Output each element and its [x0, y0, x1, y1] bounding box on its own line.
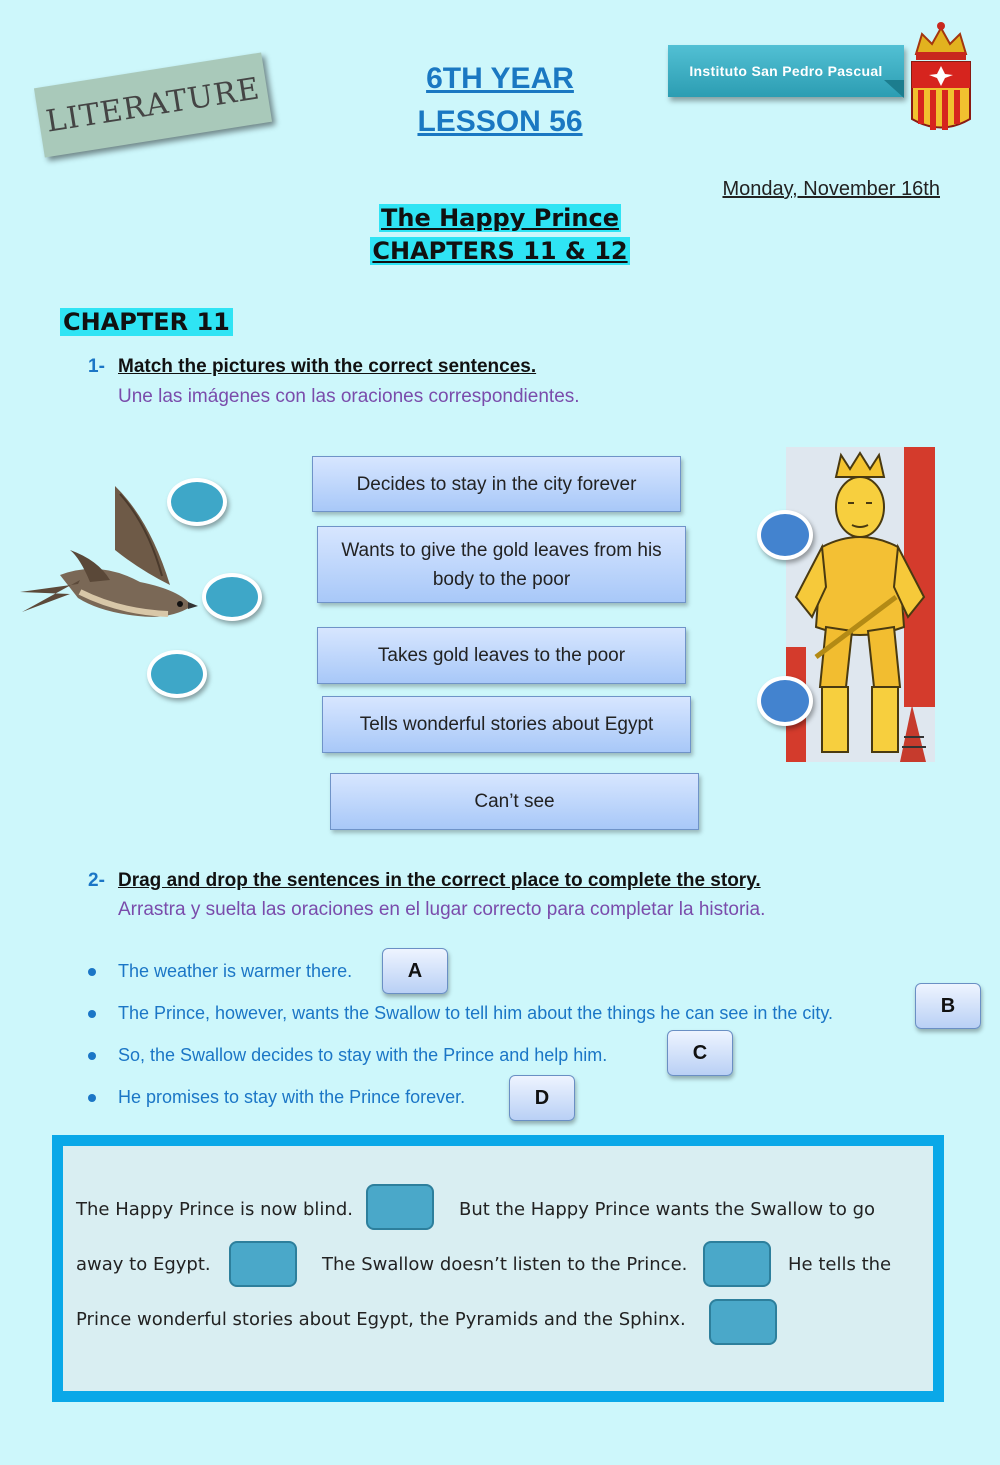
exercise2-number: 2-	[88, 870, 105, 891]
ribbon-fold	[884, 80, 904, 98]
option-d-button[interactable]: D	[509, 1075, 575, 1121]
sentence-box[interactable]: Takes gold leaves to the poor	[317, 627, 686, 684]
swallow-drop-circle-2[interactable]	[202, 573, 262, 621]
story-text: Prince wonderful stories about Egypt, the Pyramids and the Sphinx.	[76, 1309, 686, 1330]
story-text: He tells the	[788, 1254, 892, 1275]
bullet-icon	[88, 1052, 96, 1060]
story-text: The Swallow doesn’t listen to the Prince.	[322, 1254, 688, 1275]
story-text: But the Happy Prince wants the Swallow to go	[459, 1199, 876, 1220]
option-c-button[interactable]: C	[667, 1030, 733, 1076]
option-row	[88, 1087, 465, 1108]
school-crest-logo	[908, 14, 974, 136]
story-drop-slot-4[interactable]	[709, 1299, 777, 1345]
exercise1-instruction-es: Une las imágenes con las oraciones correspondientes.	[118, 386, 580, 407]
year-title: 6TH YEAR	[426, 62, 574, 95]
prince-drop-circle-2[interactable]	[757, 676, 813, 726]
chapter-label: CHAPTER 11	[60, 308, 233, 336]
option-row	[88, 1003, 833, 1024]
option-b-button[interactable]: B	[915, 983, 981, 1029]
bullet-icon	[88, 1010, 96, 1018]
lesson-title: LESSON 56	[417, 105, 583, 138]
school-ribbon: Instituto San Pedro Pascual	[668, 45, 904, 97]
exercise1-instruction: Match the pictures with the correct sentences.	[118, 356, 537, 377]
story-drop-slot-3[interactable]	[703, 1241, 771, 1287]
swallow-drop-circle-1[interactable]	[167, 478, 227, 526]
option-text: The weather is warmer there.	[118, 961, 353, 981]
literature-tag: LITERATURE	[34, 52, 272, 157]
story-chapters: CHAPTERS 11 & 12	[372, 237, 628, 265]
story-drop-slot-2[interactable]	[229, 1241, 297, 1287]
swallow-drop-circle-3[interactable]	[147, 650, 207, 698]
sentence-box[interactable]: Wants to give the gold leaves from his body to the poor	[317, 526, 686, 603]
option-text: He promises to stay with the Prince forever.	[118, 1087, 466, 1107]
option-row	[88, 1045, 607, 1066]
sentence-box[interactable]: Decides to stay in the city forever	[312, 456, 681, 512]
story-text: The Happy Prince is now blind.	[76, 1199, 353, 1220]
bullet-icon	[88, 1094, 96, 1102]
option-text: The Prince, however, wants the Swallow to tell him about the things he can see in the city.	[118, 1003, 834, 1023]
option-row	[88, 961, 352, 982]
exercise2-instruction-es: Arrastra y suelta las oraciones en el lugar correcto para completar la historia.	[118, 899, 766, 920]
option-text: So, the Swallow decides to stay with the Prince and help him.	[118, 1045, 608, 1065]
sentence-box[interactable]: Can’t see	[330, 773, 699, 830]
story-text: away to Egypt.	[76, 1254, 211, 1275]
bullet-icon	[88, 968, 96, 976]
exercise2-instruction: Drag and drop the sentences in the correct place to complete the story.	[118, 870, 761, 891]
story-title: The Happy Prince	[381, 204, 619, 232]
story-drop-slot-1[interactable]	[366, 1184, 434, 1230]
option-a-button[interactable]: A	[382, 948, 448, 994]
lesson-date: Monday, November 16th	[722, 178, 940, 200]
prince-drop-circle-1[interactable]	[757, 510, 813, 560]
exercise1-number: 1-	[88, 356, 105, 377]
sentence-box[interactable]: Tells wonderful stories about Egypt	[322, 696, 691, 753]
